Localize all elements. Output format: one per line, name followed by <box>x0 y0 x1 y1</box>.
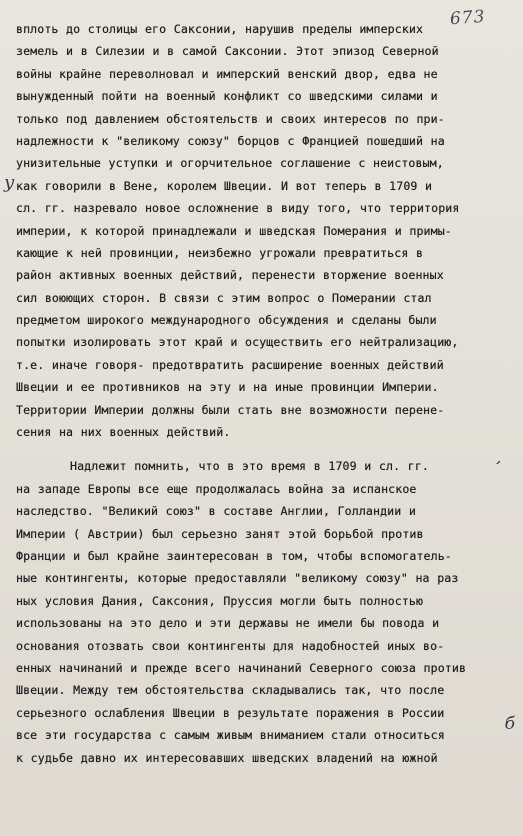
text-line: ные контингенты, которые предоставляли "великому союзу" на раз <box>16 571 459 586</box>
paragraph-2 <box>16 455 516 768</box>
text-line: вплоть до столицы его Саксонии, нарушив пределы имперских <box>16 22 424 36</box>
text-line: только под давлением обстоятельств и своих интересов по при- <box>16 111 445 126</box>
text-line: как говорили в Вене, королем Швеции. И вот теперь в 1709 и <box>16 178 433 193</box>
text-line: на западе Европы все еще продолжалась война за испанское <box>16 481 417 496</box>
text-line: Надлежит помнить, что в это время в 1709 и сл. гг. <box>70 459 430 474</box>
margin-annotation-left: у <box>4 172 15 193</box>
text-line: сил воюющих сторон. В связи с этим вопрос о Померании стал <box>16 290 432 305</box>
text-line: сения на них военных действий. <box>16 425 231 440</box>
paragraph-1 <box>16 18 516 443</box>
text-line: земель и в Силезии и в самой Саксонии. Этот эпизод Северной <box>16 44 439 59</box>
text-line: Территории Империи должны были стать вне возможности перене- <box>16 402 445 417</box>
text-line: войны крайне переволновал и имперский венский двор, едва не <box>16 66 438 81</box>
text-line: Швеции. Между тем обстоятельства складывались так, что после <box>16 683 445 698</box>
text-line: к судьбе давно их интересовавших шведских владений на южной <box>16 750 438 765</box>
text-line: надлежности к "великому союзу" борцов с Францией пошедший на <box>16 133 445 148</box>
text-line: использованы на это дело и эти державы не имели бы повода и <box>16 616 440 631</box>
text-line: серьезного ослабления Швеции в результате поражения в России <box>16 705 445 720</box>
margin-annotation-right: б <box>504 714 515 734</box>
margin-annotation-comma: , <box>494 447 507 468</box>
text-line: т.е. иначе говоря- предотвратить расширение военных действий <box>16 357 444 372</box>
text-line: империи, к которой принадлежали и шведская Померания и примы- <box>16 223 452 238</box>
text-line: унизительные уступки и огорчительное соглашение с неистовым, <box>16 156 444 171</box>
text-line: енных начинаний и прежде всего начинаний Северного союза против <box>16 660 467 675</box>
text-line: ных условия Дания, Саксония, Пруссия могли быть полностью <box>16 593 424 608</box>
text-line: наследство. "Великий союз" в составе Англии, Голландии и <box>16 504 416 519</box>
text-line: Швеции и ее противников на эту и на иные провинции Империи. <box>16 380 439 395</box>
text-line: кающие к ней провинции, неизбежно угрожали превратиться в <box>16 245 424 260</box>
text-line: все эти государства с самым живым вниманием стали относиться <box>16 728 445 743</box>
text-line: попытки изолировать этот край и осуществить его нейтрализацию, <box>16 335 459 350</box>
text-line: Франции и был крайне заинтересован в том, чтобы вспомогатель- <box>16 548 452 563</box>
text-line: район активных военных действий, перенести вторжение военных <box>16 268 444 283</box>
text-line: вынужденный пойти на военный конфликт со шведскими силами и <box>16 89 438 104</box>
text-line: Империи ( Австрии) был серьезно занят этой борьбой против <box>16 526 424 541</box>
text-line: предметом широкого международного обсуждения и сделаны были <box>16 313 437 328</box>
text-line: основания отозвать свои контингенты для надобностей иных во- <box>16 638 445 653</box>
page-number: 673 <box>448 6 486 30</box>
typewritten-text <box>16 18 516 769</box>
text-line: сл. гг. назревало новое осложнение в виду того, что территория <box>16 201 460 216</box>
